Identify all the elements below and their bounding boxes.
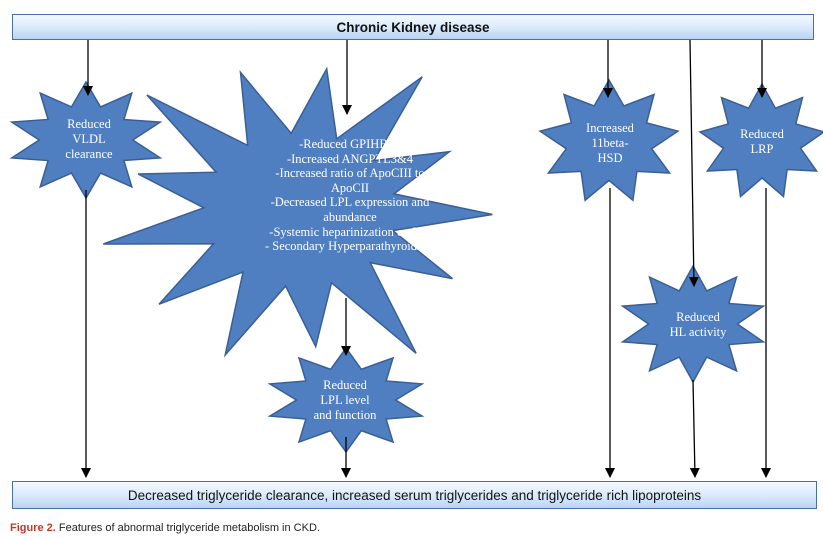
figure-label: Figure 2. <box>10 522 56 534</box>
lpl-line-3: and function <box>313 408 377 422</box>
hsd-line-2: 11beta- <box>591 136 629 150</box>
hl-line-2: HL activity <box>669 325 727 339</box>
central-star-label <box>250 137 450 254</box>
lrp-line-2: LRP <box>750 142 774 156</box>
hsd-star-label <box>565 121 655 166</box>
figure-caption-text: Features of abnormal triglyceride metabolism in CKD. <box>55 522 320 534</box>
lrp-star-label <box>717 127 807 157</box>
vldl-line-2: VLDL <box>72 132 106 146</box>
hsd-line-1: Increased <box>586 121 634 135</box>
ckd-banner <box>12 14 814 40</box>
hsd-line-3: HSD <box>597 151 623 165</box>
central-line-1: -Reduced GPIHBP1 <box>299 137 401 151</box>
lpl-star-label <box>300 378 390 423</box>
central-line-5: -Decreased LPL expression and <box>270 195 430 210</box>
central-line-3: -Increased ratio of ApoCIII to <box>275 166 425 181</box>
central-line-2: -Increased ANGPTL3&4 <box>286 151 413 166</box>
arrow-hl-to-outcome <box>693 380 695 477</box>
hl-star-label <box>648 310 748 340</box>
outcome-banner <box>12 481 817 509</box>
hl-line-1: Reduced <box>676 310 720 324</box>
central-line-4: ApoCII <box>330 180 370 195</box>
arrow-ckd-to-hl <box>690 40 694 286</box>
vldl-star-label <box>44 117 134 162</box>
lpl-line-2: LPL level <box>320 393 370 407</box>
ckd-banner-label: Chronic Kidney disease <box>336 19 490 35</box>
vldl-line-1: Reduced <box>67 117 111 131</box>
central-line-7: -Systemic heparinization on HD <box>269 224 431 239</box>
figure-caption <box>10 522 320 534</box>
outcome-banner-label: Decreased triglyceride clearance, increased serum triglycerides and triglyceride rich lipoproteins <box>127 487 702 503</box>
lrp-line-1: Reduced <box>740 127 784 141</box>
vldl-line-3: clearance <box>65 147 113 161</box>
central-line-8: - Secondary Hyperparathyroidism <box>264 239 436 254</box>
lpl-line-1: Reduced <box>323 378 367 392</box>
central-line-6: abundance <box>323 209 377 224</box>
